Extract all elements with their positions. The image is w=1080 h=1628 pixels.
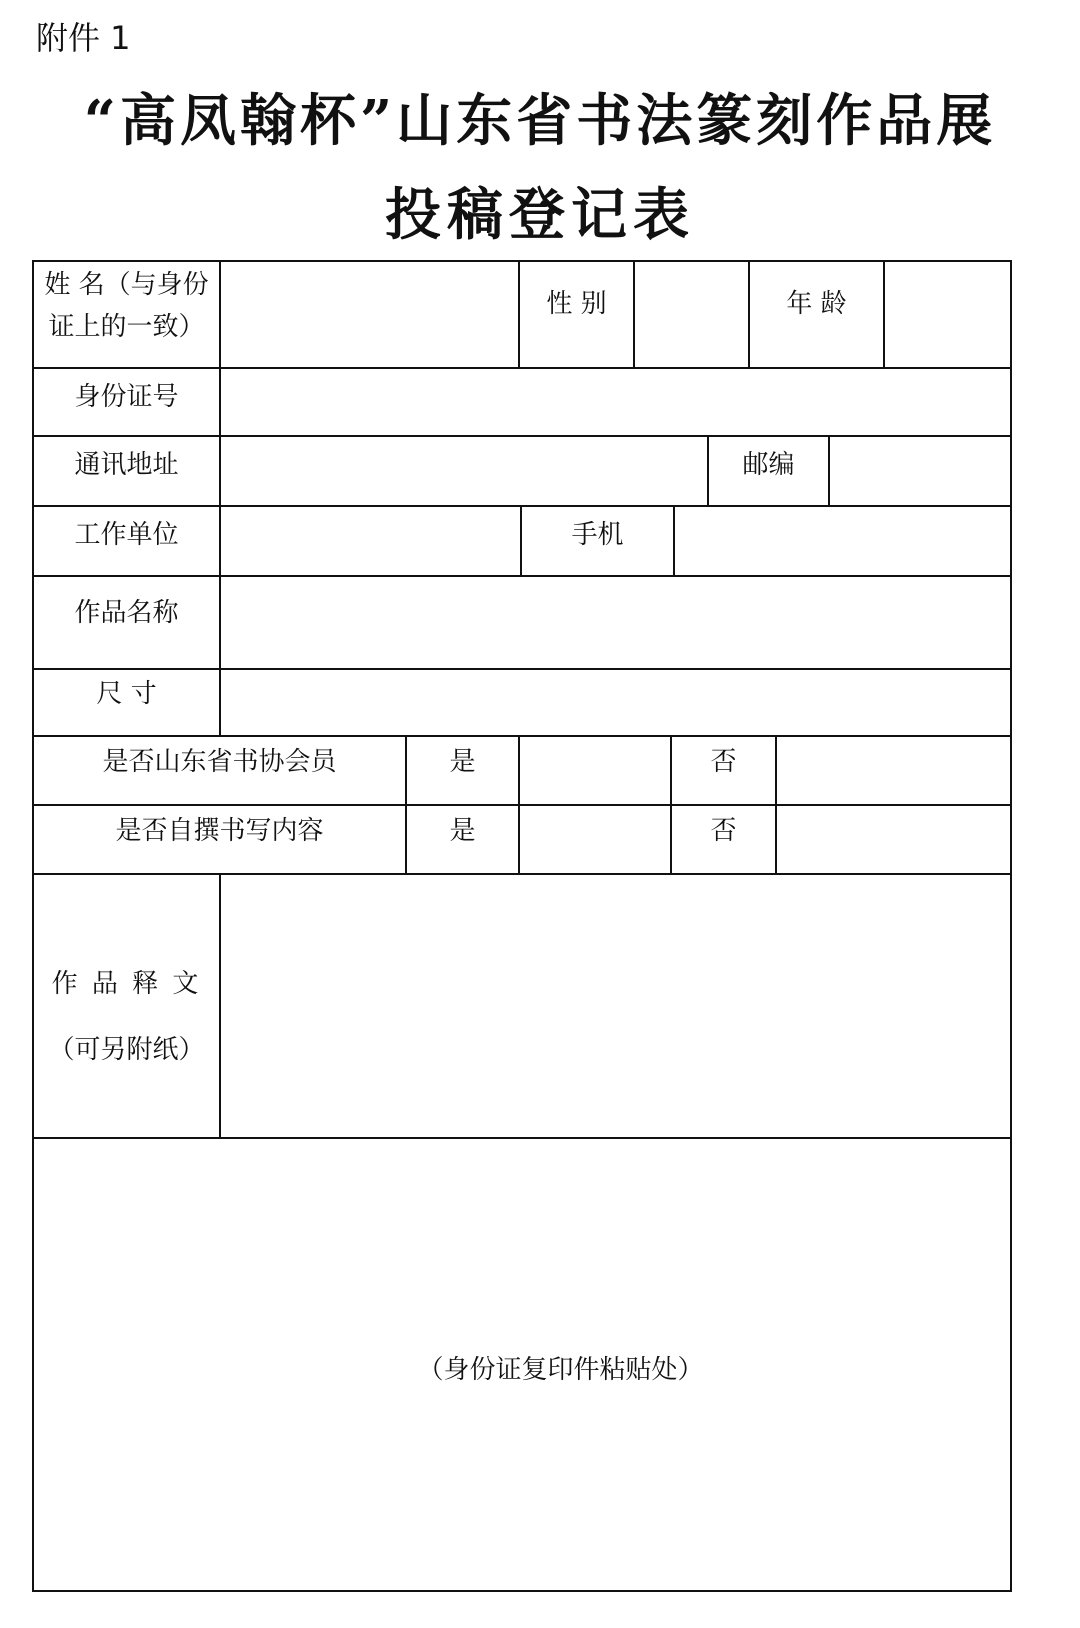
id-number-label: 身份证号: [74, 382, 179, 412]
id-number-field[interactable]: [221, 369, 1010, 435]
work-text-label: 作 品 释 文: [51, 969, 202, 999]
age-field[interactable]: [885, 262, 1010, 367]
work-title-field[interactable]: [221, 577, 1010, 668]
selfwritten-no-label: 否: [710, 816, 737, 846]
name-field[interactable]: [221, 262, 518, 367]
address-field[interactable]: [221, 437, 707, 505]
mobile-field[interactable]: [675, 507, 1010, 575]
address-label: 通讯地址: [74, 450, 179, 480]
selfwritten-yes-label: 是: [449, 816, 476, 846]
page-title: “高凤翰杯”山东省书法篆刻作品展: [83, 88, 997, 154]
selfwritten-yes-field[interactable]: [520, 806, 670, 873]
id-copy-area[interactable]: [34, 1139, 1010, 1339]
age-label: 年 龄: [786, 289, 847, 319]
postcode-field[interactable]: [830, 437, 1010, 505]
work-title-label: 作品名称: [74, 598, 179, 628]
size-label: 尺 寸: [96, 679, 157, 709]
gender-field[interactable]: [635, 262, 748, 367]
member-no-field[interactable]: [777, 737, 1010, 804]
gender-label: 性 别: [546, 289, 607, 319]
postcode-label: 邮编: [742, 450, 795, 480]
work-text-note: （可另附纸）: [48, 1035, 205, 1065]
table-border-right: [1010, 260, 1012, 1592]
workplace-field[interactable]: [221, 507, 520, 575]
mobile-label: 手机: [571, 520, 624, 550]
table-border-bottom: [32, 1590, 1012, 1592]
member-no-label: 否: [710, 747, 737, 777]
name-label: 姓 名（与身份 证上的一致）: [44, 270, 209, 342]
selfwritten-label: 是否自撰书写内容: [115, 816, 324, 846]
member-label: 是否山东省书协会员: [102, 747, 337, 777]
workplace-label: 工作单位: [74, 520, 179, 550]
size-field[interactable]: [221, 670, 1010, 735]
member-yes-label: 是: [449, 747, 476, 777]
member-yes-field[interactable]: [520, 737, 670, 804]
annex-label: 附件 1: [36, 19, 131, 57]
page-subtitle: 投稿登记表: [385, 182, 695, 248]
selfwritten-no-field[interactable]: [777, 806, 1010, 873]
work-text-field[interactable]: [221, 875, 1010, 1137]
id-copy-note: （身份证复印件粘贴处）: [417, 1355, 704, 1385]
